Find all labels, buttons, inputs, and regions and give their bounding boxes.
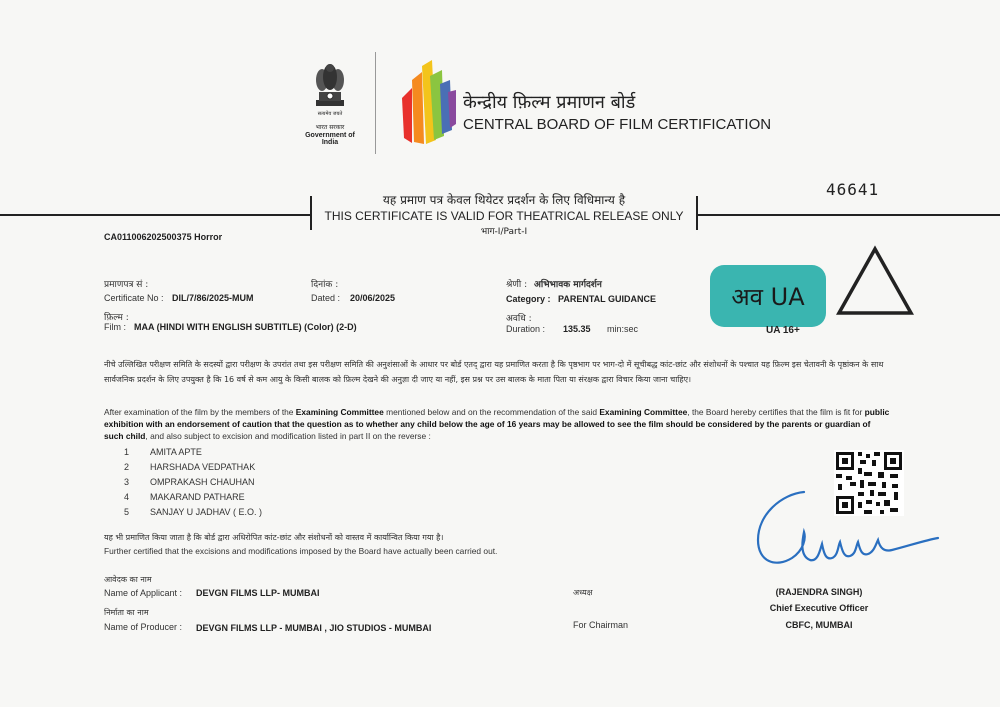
committee-member: 5 SANJAY U JADHAV ( E.O. ) <box>124 507 263 517</box>
emblem-caption: Government of India <box>305 132 355 146</box>
film-label: Film : <box>104 322 126 332</box>
cert-no-hindi-label: प्रमाणपत्र सं : <box>104 280 149 290</box>
committee-member: 4 MAKARAND PATHARE <box>124 492 245 502</box>
certificate-reference: CA011006202500375 Horror <box>104 232 223 242</box>
committee-member: 3 OMPRAKASH CHAUHAN <box>124 477 255 487</box>
rating-badge-text: अव UA <box>731 282 805 311</box>
signatory-title: Chief Executive Officer <box>769 603 869 613</box>
serial-number: 46641 <box>826 180 880 199</box>
certification-text-hindi: नीचे उल्लिखित परीक्षण समिति के सदस्यों द्वारा परीक्षण के उपरांत तथा इस परीक्षण समिति की अनुशंसाओं के आधार पर बोर्ड एतद् द्वारा यह प्रमाणित करता है कि पृष्ठभाग पर भाग-दो में सूचीबद्ध कांट-छांट और संशोधनों के पश्चात यह फ़िल्म इस चेतावनी के पृष्ठांकन के साथ सार्वजनिक प्रदर्शन के लिए उपयुक्त है कि 16 वर्ष से कम आयु के किसी बालक को फ़िल्म देखने की अनुज्ञा दी जाए या नहीं, इस प्रश्न पर उस बालक के माता पिता या संरक्षक द्वारा विचार किया जाना चाहिए। <box>104 360 884 384</box>
category-label: Category : <box>506 294 551 304</box>
category-hindi-value: अभिभावक मार्गदर्शन <box>534 280 602 290</box>
film-title: MAA (HINDI WITH ENGLISH SUBTITLE) (Color) (2-D) <box>134 322 357 332</box>
applicant-hindi-label: आवेदक का नाम <box>104 575 152 584</box>
banner-rule-right <box>698 214 1000 216</box>
duration-hindi-label: अवधि : <box>506 314 532 324</box>
dated-hindi-label: दिनांक : <box>311 280 339 290</box>
further-certified-english: Further certified that the excisions and modifications imposed by the Board have actually been carried out. <box>104 546 498 556</box>
cert-no-value: DIL/7/86/2025-MUM <box>172 293 254 303</box>
cert-no-label: Certificate No : <box>104 293 164 303</box>
applicant-value: DEVGN FILMS LLP- MUMBAI <box>196 588 320 598</box>
part-label: भाग-I/Part-I <box>480 227 528 237</box>
category-hindi-label: श्रेणी : <box>506 280 528 290</box>
committee-member: 2 HARSHADA VEDPATHAK <box>124 462 256 472</box>
further-certified-hindi: यह भी प्रमाणित किया जाता है कि बोर्ड द्वारा अधिरोपित कांट-छांट और संशोधनों को वास्तव में कार्यान्वित किया गया है। <box>104 533 444 542</box>
signature-icon <box>752 488 942 588</box>
validity-hindi: यह प्रमाण पत्र केवल थियेटर प्रदर्शन के लिए विधिमान्य है <box>382 193 626 207</box>
emblem-hindi: भारत सरकार <box>315 124 345 131</box>
applicant-label: Name of Applicant : <box>104 588 183 598</box>
banner-rule-left <box>0 214 312 216</box>
validity-english: THIS CERTIFICATE IS VALID FOR THEATRICAL RELEASE ONLY <box>324 209 684 223</box>
emblem <box>300 62 360 152</box>
ashoka-emblem-icon <box>310 62 350 110</box>
dated-label: Dated : <box>311 293 341 303</box>
board-name-hindi: केन्द्रीय फ़िल्म प्रमाणन बोर्ड <box>463 92 636 113</box>
board-name-english: CENTRAL BOARD OF FILM CERTIFICATION <box>463 116 772 133</box>
producer-value: DEVGN FILMS LLP - MUMBAI , JIO STUDIOS - MUMBAI <box>196 623 432 633</box>
emblem-motto: सत्यमेव जयते <box>317 111 343 117</box>
triangle-symbol-icon <box>836 245 914 317</box>
producer-label: Name of Producer : <box>104 622 183 632</box>
validity-banner <box>312 192 696 239</box>
certification-text-english: After examination of the film by the members of the Examining Committee mentioned below and on the recommendation of the said Examining Committee, the Board hereby certifies that the film is fit for public exhibition with an endorsement of caution that the question as to whether any child below the age of 16 years may be allowed to see the film should be considered by the parents or guardian of such child, and also subject to excision and modification listed in part II on the reverse : <box>104 407 890 441</box>
signatory-office: CBFC, MUMBAI <box>785 620 853 630</box>
rating-badge <box>710 265 826 327</box>
signatory-block <box>756 584 882 634</box>
for-chairman: For Chairman <box>573 620 629 630</box>
film-hindi-label: फ़िल्म : <box>104 313 129 323</box>
category-value: PARENTAL GUIDANCE <box>558 294 657 304</box>
header-divider <box>375 52 376 154</box>
signatory-name: (RAJENDRA SINGH) <box>775 587 863 597</box>
duration-label: Duration : <box>506 324 546 334</box>
dated-value: 20/06/2025 <box>350 293 396 303</box>
cbfc-logo-icon <box>398 58 458 148</box>
chairman-hindi: अध्यक्ष <box>573 588 593 597</box>
duration-unit: min:sec <box>607 324 639 334</box>
producer-hindi-label: निर्माता का नाम <box>104 608 149 617</box>
duration-value: 135.35 <box>563 324 591 334</box>
banner-tick-right <box>696 196 698 230</box>
committee-member: 1 AMITA APTE <box>124 447 202 457</box>
rating-sub: UA 16+ <box>766 325 800 336</box>
